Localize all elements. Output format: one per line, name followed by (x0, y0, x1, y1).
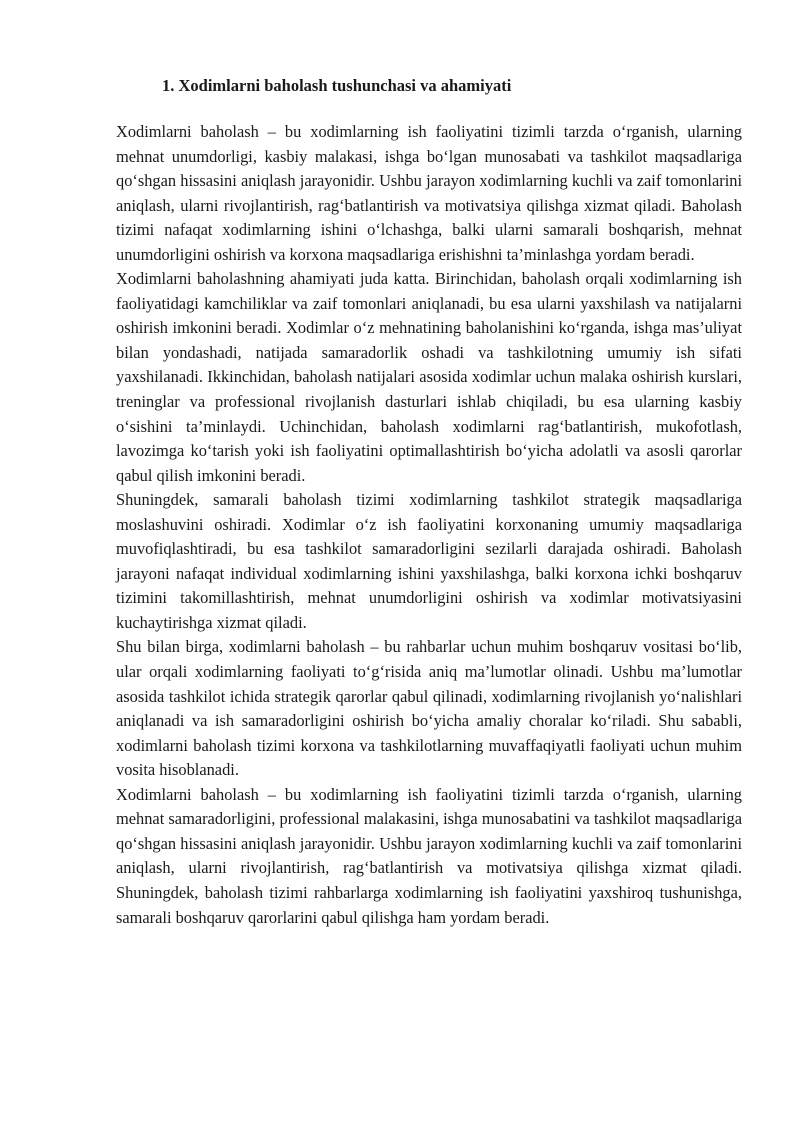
paragraph-strategic-alignment: Shuningdek, samarali baholash tizimi xodimlarning tashkilot strategik maqsadlariga moslashuvini oshiradi. Xodimlar o‘z ish faoliyatini korxonaning umumiy maqsadlariga muvofiqlashtiradi, bu esa tashkilot samaradorligini sezilarli darajada oshiradi. Baholash jarayoni nafaqat individual xodimlarning ishini yaxshilashga, balki korxona ichki boshqaruv tizimini takomillashtirish, mehnat unumdorligini oshirish va xodimlar motivatsiyasini kuchaytirishga xizmat qiladi. (116, 490, 742, 632)
document-page (116, 74, 742, 930)
section-heading: 1. Xodimlarni baholash tushunchasi va ahamiyati (162, 76, 512, 95)
paragraph-summary: Xodimlarni baholash – bu xodimlarning ish faoliyatini tizimli tarzda o‘rganish, ularning mehnat samaradorligini, professional malakasini, ishga munosabatini va tashkilot maqsadlariga qo‘shgan hissasini aniqlash jarayonidir. Ushbu jarayon xodimlarning kuchli va zaif tomonlarini aniqlash, ularni rivojlantirish, rag‘batlantirish va motivatsiya qilishga xizmat qiladi. Shuningdek, baholash tizimi rahbarlarga xodimlarning ish faoliyatini yaxshiroq tushunishga, samarali boshqaruv qarorlarini qabul qilishga ham yordam beradi. (116, 784, 742, 927)
paragraph-importance: Xodimlarni baholashning ahamiyati juda katta. Birinchidan, baholash orqali xodimlarning ish faoliyatidagi kamchiliklar va zaif tomonlari aniqlanadi, bu esa ularni yaxshilash va natijalarni oshirish imkonini beradi. Xodimlar o‘z mehnatining baholanishini ko‘rganda, ishga mas’uliyat bilan yondashadi, natijada samaradorlik oshadi va tashkilotning umumiy ish sifati yaxshilanadi. Ikkinchidan, baholash natijalari asosida xodimlar uchun malaka oshirish kurslari, treninglar va professional rivojlanish dasturlari ishlab chiqiladi, bu esa ularning kasbiy o‘sishini ta’minlaydi. Uchinchidan, baholash xodimlarni rag‘batlantirish, mukofotlash, lavozimga ko‘tarish yoki ish faoliyatini optimallashtirish bo‘yicha adolatli va asosli qarorlar qabul qilish imkonini beradi. (116, 269, 742, 485)
paragraph-management-tool: Shu bilan birga, xodimlarni baholash – bu rahbarlar uchun muhim boshqaruv vositasi bo‘lib, ular orqali xodimlarning faoliyati to‘g‘risida aniq ma’lumotlar olinadi. Ushbu ma’lumotlar asosida tashkilot ichida strategik qarorlar qabul qilinadi, xodimlarning rivojlanish yo‘nalishlari aniqlanadi va ish samaradorligini oshirish bo‘yicha amaliy choralar ko‘riladi. Shu sababli, xodimlarni baholash tizimi korxona va tashkilotlarning muvaffaqiyatli faoliyati uchun muhim vosita hisoblanadi. (116, 637, 742, 780)
paragraph-definition: Xodimlarni baholash – bu xodimlarning ish faoliyatini tizimli tarzda o‘rganish, ularning mehnat unumdorligi, kasbiy malakasi, ishga bo‘lgan munosabati va tashkilot maqsadlariga qo‘shgan hissasini aniqlash jarayonidir. Ushbu jarayon xodimlarning kuchli va zaif tomonlarini aniqlash, ularni rivojlantirish, rag‘batlantirish va motivatsiya qilishga xizmat qiladi. Baholash tizimi nafaqat xodimlarning ishini o‘lchashga, balki ularni samarali boshqarish, mehnat unumdorligini oshirish va korxona maqsadlariga erishishni ta’minlashga yordam beradi. (116, 122, 742, 264)
